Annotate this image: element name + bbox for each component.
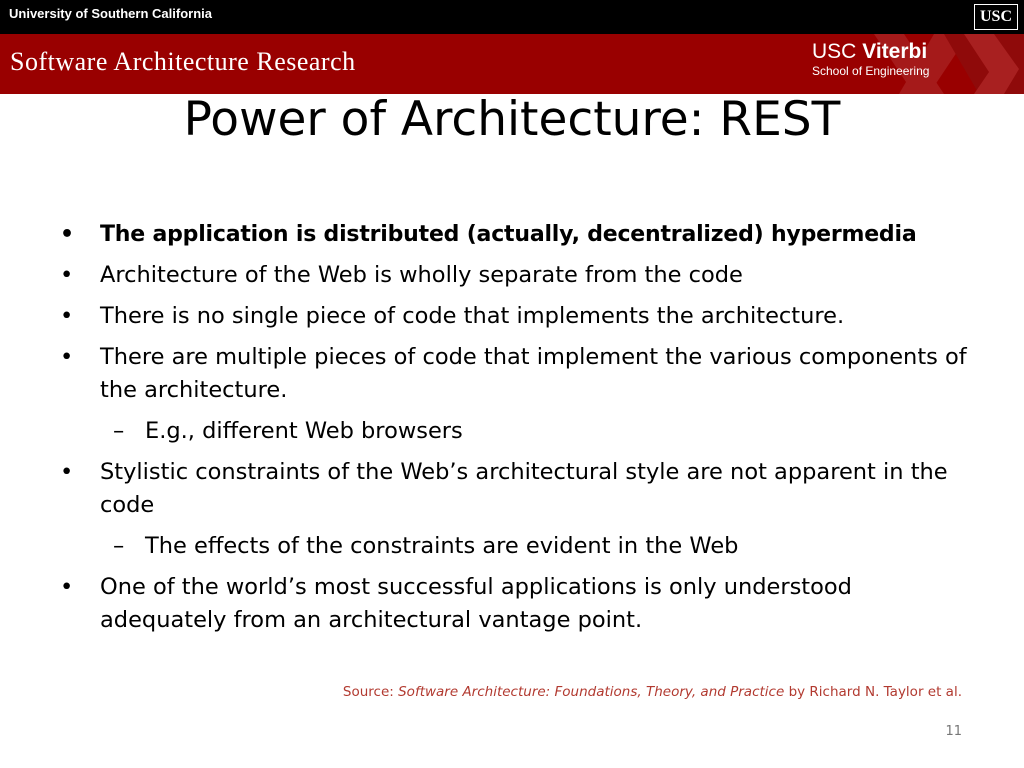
university-name: University of Southern California xyxy=(9,6,212,21)
bullet-text: There is no single piece of code that implements the architecture. xyxy=(100,303,845,329)
dash-marker: – xyxy=(113,418,125,444)
bullet-text: Architecture of the Web is wholly separate from the code xyxy=(100,262,743,288)
bullet-item xyxy=(58,218,978,251)
bullet-marker: • xyxy=(60,262,74,288)
bullet-text: Stylistic constraints of the Web’s architectural style are not apparent in the code xyxy=(100,459,948,518)
bullet-text: There are multiple pieces of code that implement the various components of the architecture. xyxy=(100,344,967,403)
dash-marker: – xyxy=(113,533,125,559)
page-number: 11 xyxy=(945,724,962,739)
bullet-item xyxy=(58,341,978,407)
top-bar xyxy=(0,0,1024,34)
bullet-marker: • xyxy=(60,303,74,329)
viterbi-school: School of Engineering xyxy=(812,64,930,78)
sub-bullet-item xyxy=(58,530,978,563)
bullet-marker: • xyxy=(60,574,74,600)
viterbi-logo xyxy=(812,40,929,78)
bullet-item xyxy=(58,571,978,637)
bullet-text: One of the world’s most successful applications is only understood adequately from an architectural vantage point. xyxy=(100,574,852,633)
sub-bullet-item xyxy=(58,415,978,448)
bullet-marker: • xyxy=(60,222,74,247)
usc-logo: USC xyxy=(974,4,1018,30)
bullet-item xyxy=(58,300,978,333)
bullet-marker: • xyxy=(60,459,74,485)
bullet-list xyxy=(58,218,978,645)
bullet-text: The application is distributed (actually, decentralized) hypermedia xyxy=(100,222,917,247)
source-prefix: Source: xyxy=(342,684,399,700)
viterbi-name: Viterbi xyxy=(862,40,928,63)
bullet-item xyxy=(58,456,978,522)
slide-title: Power of Architecture: REST xyxy=(183,92,841,147)
bullet-text: The effects of the constraints are evident in the Web xyxy=(145,533,739,559)
bullet-item xyxy=(58,259,978,292)
research-group-name: Software Architecture Research xyxy=(10,47,356,76)
source-author: by Richard N. Taylor et al. xyxy=(784,684,962,700)
bullet-marker: • xyxy=(60,344,74,370)
viterbi-usc: USC xyxy=(812,40,857,63)
bullet-text: E.g., different Web browsers xyxy=(145,418,463,444)
source-book-title: Software Architecture: Foundations, Theory, and Practice xyxy=(398,684,785,700)
source-citation xyxy=(343,684,962,700)
header-banner xyxy=(0,34,1024,94)
